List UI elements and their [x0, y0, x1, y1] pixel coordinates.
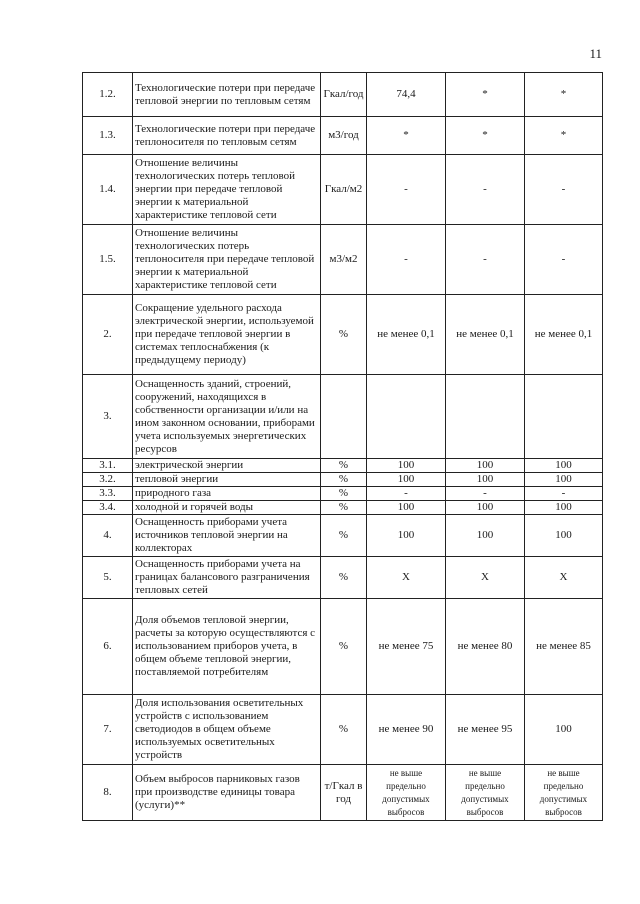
indicator-name: Технологические потери при передаче тепловой энергии по тепловым сетям: [133, 73, 321, 117]
table-row: [83, 375, 603, 459]
value-cell: 100: [525, 473, 603, 487]
value-cell: -: [446, 155, 525, 225]
table-row: [83, 155, 603, 225]
value-cell: не менее 0,1: [446, 295, 525, 375]
value-cell: 100: [446, 473, 525, 487]
value-cell: Х: [446, 557, 525, 599]
value-cell: 100: [367, 515, 446, 557]
value-cell: -: [525, 225, 603, 295]
value-cell: не менее 80: [446, 599, 525, 695]
value-cell: не менее 0,1: [367, 295, 446, 375]
indicator-name: Сокращение удельного расхода электрической энергии, используемой при передаче тепловой энергии в системах теплоснабжения (к предыдущему периоду): [133, 295, 321, 375]
value-cell: 100: [525, 501, 603, 515]
value-cell: -: [525, 155, 603, 225]
row-number: 1.5.: [83, 225, 133, 295]
value-cell: -: [367, 225, 446, 295]
table-row: [83, 117, 603, 155]
table-row: [83, 695, 603, 765]
unit-cell: %: [321, 515, 367, 557]
indicator-name: электрической энергии: [133, 459, 321, 473]
value-cell: -: [446, 487, 525, 501]
table-row: [83, 73, 603, 117]
value-cell: -: [446, 225, 525, 295]
indicator-name: холодной и горячей воды: [133, 501, 321, 515]
row-number: 3.1.: [83, 459, 133, 473]
row-number: 3.2.: [83, 473, 133, 487]
indicators-table: [82, 72, 603, 821]
row-number: 1.3.: [83, 117, 133, 155]
unit-cell: м3/м2: [321, 225, 367, 295]
unit-cell: %: [321, 295, 367, 375]
indicator-name: Оснащенность зданий, строений, сооружений, находящихся в собственности организации и/или на ином законном основании, приборами учета используемых энергетических ресурсов: [133, 375, 321, 459]
value-cell: *: [525, 117, 603, 155]
value-cell: Х: [367, 557, 446, 599]
table-row: [83, 515, 603, 557]
value-cell: -: [367, 155, 446, 225]
table-row: [83, 599, 603, 695]
table-row: [83, 765, 603, 821]
unit-cell: м3/год: [321, 117, 367, 155]
value-cell: 100: [446, 515, 525, 557]
row-number: 7.: [83, 695, 133, 765]
value-cell: [367, 375, 446, 459]
value-cell: 100: [446, 459, 525, 473]
unit-cell: %: [321, 501, 367, 515]
value-cell: [446, 375, 525, 459]
value-cell: не менее 85: [525, 599, 603, 695]
indicator-name: Оснащенность приборами учета на границах балансового разграничения тепловых сетей: [133, 557, 321, 599]
page-number: 11: [589, 46, 602, 61]
table-row: [83, 295, 603, 375]
unit-cell: %: [321, 487, 367, 501]
value-cell: 100: [367, 473, 446, 487]
value-cell: *: [367, 117, 446, 155]
value-cell: *: [446, 117, 525, 155]
row-number: 3.4.: [83, 501, 133, 515]
table-row: [83, 487, 603, 501]
indicator-name: Отношение величины технологических потерь теплоносителя при передаче тепловой энергии к материальной характеристике тепловой сети: [133, 225, 321, 295]
table-row: [83, 473, 603, 487]
table-row: [83, 501, 603, 515]
row-number: 3.: [83, 375, 133, 459]
value-cell: 100: [525, 515, 603, 557]
row-number: 2.: [83, 295, 133, 375]
indicator-name: Технологические потери при передаче теплоносителя по тепловым сетям: [133, 117, 321, 155]
row-number: 6.: [83, 599, 133, 695]
value-cell: 100: [367, 501, 446, 515]
unit-cell: т/Гкал в год: [321, 765, 367, 821]
value-cell: [525, 375, 603, 459]
indicator-name: тепловой энергии: [133, 473, 321, 487]
value-cell: 74,4: [367, 73, 446, 117]
table-row: [83, 557, 603, 599]
value-cell: 100: [446, 501, 525, 515]
unit-cell: %: [321, 557, 367, 599]
unit-cell: %: [321, 695, 367, 765]
indicator-name: Оснащенность приборами учета источников тепловой энергии на коллекторах: [133, 515, 321, 557]
indicator-name: Доля использования осветительных устройств с использованием светодиодов в общем объеме используемых осветительных устройств: [133, 695, 321, 765]
value-cell: -: [525, 487, 603, 501]
value-cell: не менее 95: [446, 695, 525, 765]
value-cell: не выше предельно допустимых выбросов: [367, 765, 446, 821]
value-cell: *: [525, 73, 603, 117]
unit-cell: %: [321, 459, 367, 473]
table-row: [83, 459, 603, 473]
indicator-name: Отношение величины технологических потерь тепловой энергии при передаче тепловой энергии к материальной характеристике тепловой сети: [133, 155, 321, 225]
row-number: 5.: [83, 557, 133, 599]
indicator-name: Объем выбросов парниковых газов при производстве единицы товара (услуги)**: [133, 765, 321, 821]
value-cell: 100: [525, 459, 603, 473]
unit-cell: Гкал/год: [321, 73, 367, 117]
unit-cell: %: [321, 599, 367, 695]
value-cell: 100: [525, 695, 603, 765]
unit-cell: [321, 375, 367, 459]
row-number: 3.3.: [83, 487, 133, 501]
value-cell: не менее 75: [367, 599, 446, 695]
indicator-name: Доля объемов тепловой энергии, расчеты за которую осуществляются с использованием приборов учета, в общем объеме тепловой энергии, поставляемой потребителям: [133, 599, 321, 695]
value-cell: не менее 90: [367, 695, 446, 765]
value-cell: -: [367, 487, 446, 501]
value-cell: не менее 0,1: [525, 295, 603, 375]
indicator-name: природного газа: [133, 487, 321, 501]
value-cell: Х: [525, 557, 603, 599]
row-number: 4.: [83, 515, 133, 557]
row-number: 8.: [83, 765, 133, 821]
table-row: [83, 225, 603, 295]
value-cell: 100: [367, 459, 446, 473]
unit-cell: %: [321, 473, 367, 487]
value-cell: не выше предельно допустимых выбросов: [446, 765, 525, 821]
value-cell: не выше предельно допустимых выбросов: [525, 765, 603, 821]
unit-cell: Гкал/м2: [321, 155, 367, 225]
row-number: 1.4.: [83, 155, 133, 225]
value-cell: *: [446, 73, 525, 117]
row-number: 1.2.: [83, 73, 133, 117]
